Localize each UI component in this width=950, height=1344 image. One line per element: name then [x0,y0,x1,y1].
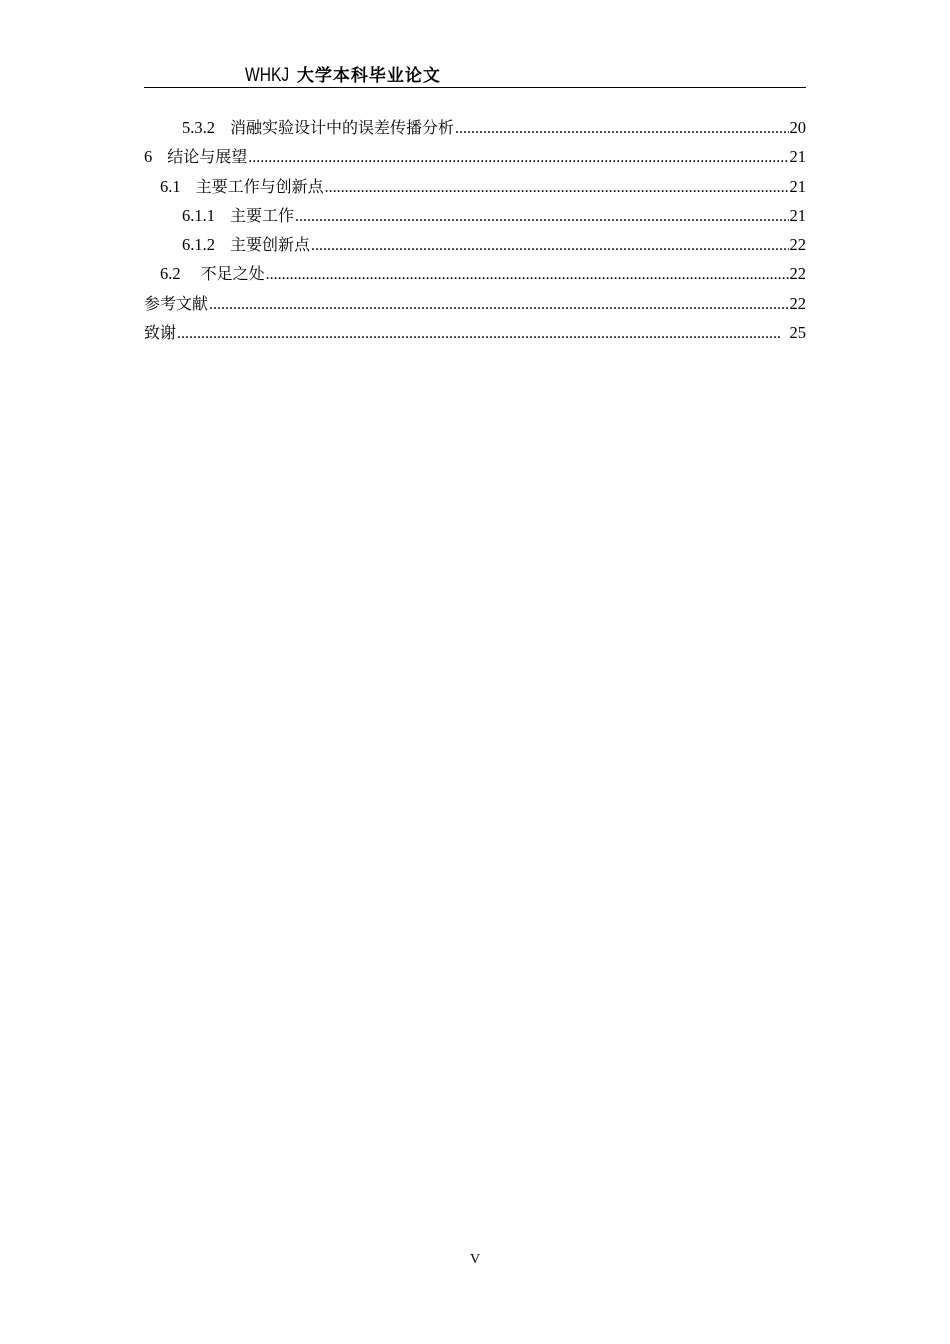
table-of-contents [144,113,806,347]
dot-leader [209,290,788,319]
toc-entry[interactable] [144,230,806,259]
toc-page-number: 22 [789,264,806,284]
toc-number: 5.3.2 [182,118,215,137]
toc-entry[interactable] [144,259,806,288]
toc-page-number: 21 [789,176,806,196]
dot-leader [295,202,788,231]
toc-title: 主要创新点 [230,235,311,255]
toc-page-number: 21 [789,147,806,167]
toc-number: 6.1.1 [182,205,215,225]
dot-leader [177,319,780,348]
toc-number: 6.2 [160,264,181,284]
toc-page-number: 25 [789,323,806,343]
toc-page-number: 22 [789,235,806,255]
dot-leader [455,114,788,143]
toc-entry[interactable] [144,142,806,171]
toc-number: 6 [144,147,153,167]
footer-page-number: V [469,1252,481,1267]
toc-page-number: 21 [789,205,806,225]
toc-page-number: 22 [789,293,806,313]
running-header [144,60,806,88]
dot-leader [311,231,788,260]
toc-title: 主要工作与创新点 [195,176,324,196]
toc-title: 致谢 [144,323,177,343]
toc-number: 6.1 [160,176,181,196]
page-footer [0,1250,950,1270]
toc-title: 主要工作 [230,205,295,225]
header-title: 大学本科毕业论文 [296,66,441,86]
dot-leader [266,260,789,289]
toc-entry[interactable] [144,318,806,347]
toc-title: 不足之处 [200,264,265,284]
toc-entry[interactable] [144,289,806,318]
toc-entry[interactable] [144,172,806,201]
dot-leader [248,143,788,172]
toc-page-number: 20 [789,118,806,137]
toc-entry[interactable] [144,201,806,230]
dot-leader [325,173,789,202]
toc-title: 消融实验设计中的误差传播分析 [230,118,455,137]
header-code: WHKJ [245,65,290,86]
header-text [245,63,441,88]
toc-entry[interactable] [144,113,806,142]
toc-title: 结论与展望 [167,147,248,167]
toc-title: 参考文献 [144,293,209,313]
toc-number: 6.1.2 [182,235,215,255]
